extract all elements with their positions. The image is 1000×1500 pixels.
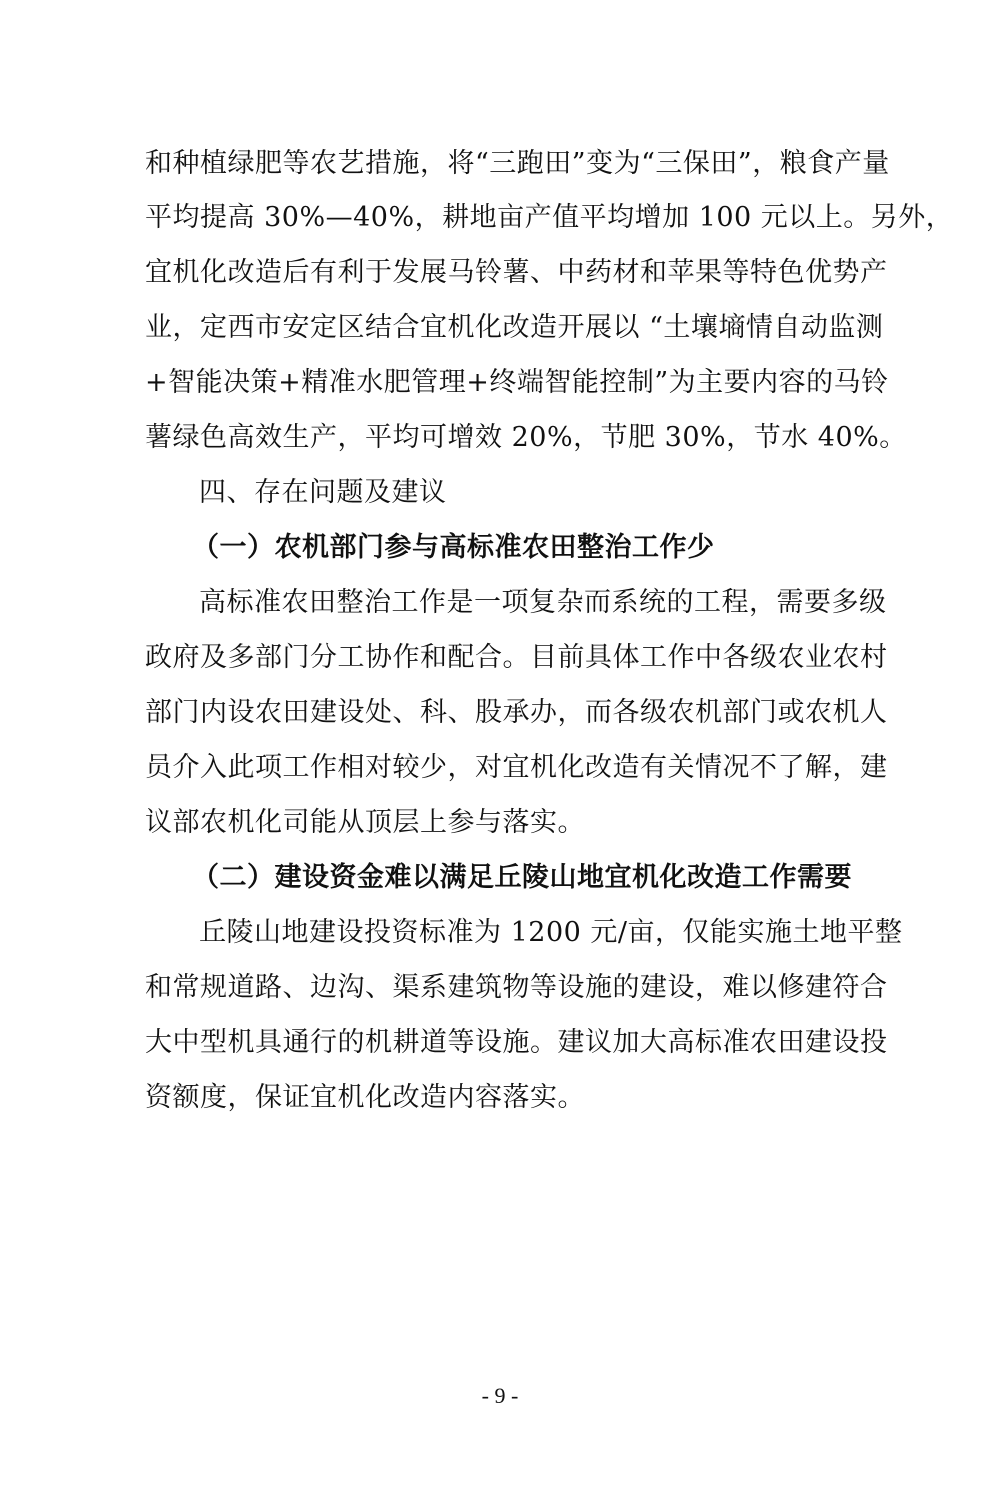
paragraph-line: 薯绿色高效生产，平均可增效 20%，节肥 30%，节水 40%。 [145, 422, 907, 453]
paragraph-line: 和常规道路、边沟、渠系建筑物等设施的建设，难以修建符合 [145, 972, 888, 1003]
paragraph-line: 业，定西市安定区结合宜机化改造开展以 “土壤墒情自动监测 [145, 312, 884, 343]
paragraph-line: 部门内设农田建设处、科、股承办，而各级农机部门或农机人 [145, 697, 888, 728]
paragraph-line: +智能决策+精准水肥管理+终端智能控制”为主要内容的马铃 [145, 367, 889, 398]
page-number: - 9 - [481, 1383, 519, 1408]
subsection-title: （一）农机部门参与高标准农田整治工作少 [192, 532, 715, 563]
subsection-title: （二）建设资金难以满足丘陵山地宜机化改造工作需要 [192, 862, 852, 893]
paragraph-line: 大中型机具通行的机耕道等设施。建议加大高标准农田建设投 [145, 1027, 888, 1058]
paragraph-line: 议部农机化司能从顶层上参与落实。 [145, 807, 585, 838]
paragraph-line: 平均提高 30%—40%，耕地亩产值平均增加 100 元以上。另外， [145, 202, 954, 233]
paragraph-line: 资额度，保证宜机化改造内容落实。 [145, 1082, 585, 1113]
paragraph-line: 员介入此项工作相对较少，对宜机化改造有关情况不了解，建 [145, 752, 888, 783]
paragraph-line: 宜机化改造后有利于发展马铃薯、中药材和苹果等特色优势产 [145, 257, 888, 288]
paragraph-line: 和种植绿肥等农艺措施，将“三跑田”变为“三保田”，粮食产量 [145, 148, 890, 179]
paragraph-line: 政府及多部门分工协作和配合。目前具体工作中各级农业农村 [145, 642, 888, 673]
section-heading: 四、存在问题及建议 [199, 477, 447, 508]
paragraph-line: 丘陵山地建设投资标准为 1200 元/亩，仅能实施土地平整 [199, 917, 903, 948]
paragraph-line: 高标准农田整治工作是一项复杂而系统的工程，需要多级 [199, 587, 887, 618]
